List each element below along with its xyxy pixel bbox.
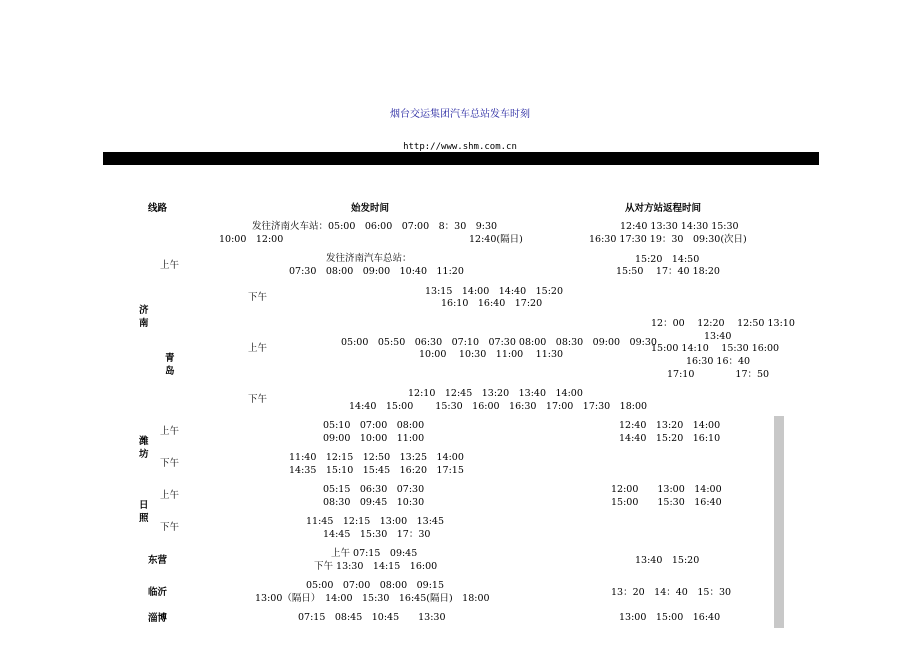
- city-jinan-2: 南: [139, 318, 149, 329]
- city-rizhao-1: 日: [139, 500, 149, 511]
- qingdao-ret5: 17:10 17：50: [667, 369, 770, 380]
- qingdao-pm-line1: 12:10 12:45 13:20 13:40 14:00: [408, 388, 583, 399]
- jinan-train-line1: 发往济南火车站：05:00 06:00 07:00 8：30 9:30: [252, 221, 498, 232]
- jinan-bus-ret1: 15:20 14:50: [635, 254, 700, 265]
- zibo-line1: 07:15 08:45 10:45 13:30: [298, 612, 446, 623]
- rizhao-am-ret1: 12:00 13:00 14:00: [611, 484, 722, 495]
- weifang-pm-line1: 11:40 12:15 12:50 13:25 14:00: [289, 452, 464, 463]
- jinan-bus-line2: 07:30 08:00 09:00 10:40 11:20: [289, 266, 464, 277]
- city-linyi: 临沂: [148, 587, 168, 598]
- weifang-am-line2: 09:00 10:00 11:00: [323, 433, 425, 444]
- city-zibo: 淄博: [148, 613, 168, 624]
- jinan-train-line2: 10:00 12:00: [219, 234, 284, 245]
- jinan-pm-line1: 13:15 14:00 14:40 15:20: [425, 286, 564, 297]
- qingdao-pm-line2: 14:40 15:00 15:30 16:00 16:30 17:00 17:30 18:00: [349, 401, 648, 412]
- city-qingdao-2: 岛: [165, 366, 175, 377]
- jinan-pm-line2: 16:10 16:40 17:20: [441, 298, 543, 309]
- city-weifang-2: 坊: [139, 449, 149, 460]
- period-pm: 下午: [160, 458, 180, 469]
- vertical-scrollbar[interactable]: [774, 416, 784, 628]
- jinan-train-ret2: 16:30 17:30 19：30 09:30(次日): [589, 234, 747, 245]
- period-am: 上午: [248, 343, 268, 354]
- rizhao-am-ret2: 15:00 15:30 16:40: [611, 497, 722, 508]
- linyi-line2: 13:00（隔日） 14:00 15:30 16:45(隔日) 18:00: [255, 593, 490, 604]
- zibo-ret: 13:00 15:00 16:40: [619, 612, 721, 623]
- qingdao-am-line2: 10:00 10:30 11:00 11:30: [419, 349, 564, 360]
- city-dongying: 东营: [148, 555, 168, 566]
- rizhao-am-line1: 05:15 06:30 07:30: [323, 484, 425, 495]
- weifang-pm-line2: 14:35 15:10 15:45 16:20 17:15: [289, 465, 464, 476]
- jinan-bus-line1: 发往济南汽车总站：: [326, 253, 412, 264]
- period-pm: 下午: [248, 394, 268, 405]
- jinan-train-line2b: 12:40(隔日): [469, 234, 523, 245]
- dongying-line2: 下午 13:30 14:15 16:00: [314, 561, 438, 572]
- jinan-bus-ret2: 15:50 17：40 18:20: [616, 266, 720, 277]
- period-pm: 下午: [248, 292, 268, 303]
- header-bar: [103, 152, 819, 165]
- column-route: 线路: [148, 203, 168, 214]
- weifang-am-ret1: 12:40 13:20 14:00: [619, 420, 721, 431]
- qingdao-ret2: 13:40: [704, 331, 732, 342]
- weifang-am-ret2: 14:40 15:20 16:10: [619, 433, 721, 444]
- qingdao-ret1: 12：00 12:20 12:50 13:10: [651, 318, 795, 329]
- site-url[interactable]: http://www.shm.com.cn: [403, 142, 517, 152]
- qingdao-am-line1: 05:00 05:50 06:30 07:10 07:30 08:00 08:30 09:00 09:30: [341, 337, 657, 348]
- jinan-train-ret1: 12:40 13:30 14:30 15:30: [620, 221, 739, 232]
- qingdao-ret3: 15:00 14:10 15:30 16:00: [651, 343, 780, 354]
- city-weifang-1: 潍: [139, 436, 149, 447]
- dongying-line1: 上午 07:15 09:45: [331, 548, 418, 559]
- linyi-line1: 05:00 07:00 08:00 09:15: [306, 580, 445, 591]
- page-title: 烟台交运集团汽车总站发车时刻: [390, 109, 530, 120]
- city-jinan-1: 济: [139, 305, 149, 316]
- period-pm: 下午: [160, 522, 180, 533]
- dongying-ret: 13:40 15:20: [635, 555, 700, 566]
- period-am: 上午: [160, 490, 180, 501]
- column-return: 从对方站返程时间: [625, 203, 702, 214]
- linyi-ret: 13：20 14：40 15：30: [611, 587, 732, 598]
- rizhao-pm-line2: 14:45 15:30 17：30: [323, 529, 431, 540]
- column-depart: 始发时间: [351, 203, 390, 214]
- qingdao-ret4: 16:30 16：40: [686, 356, 751, 367]
- period-am: 上午: [160, 426, 180, 437]
- weifang-am-line1: 05:10 07:00 08:00: [323, 420, 425, 431]
- city-qingdao-1: 青: [165, 353, 175, 364]
- rizhao-pm-line1: 11:45 12:15 13:00 13:45: [306, 516, 445, 527]
- rizhao-am-line2: 08:30 09:45 10:30: [323, 497, 425, 508]
- city-rizhao-2: 照: [139, 513, 149, 524]
- period-am: 上午: [160, 260, 180, 271]
